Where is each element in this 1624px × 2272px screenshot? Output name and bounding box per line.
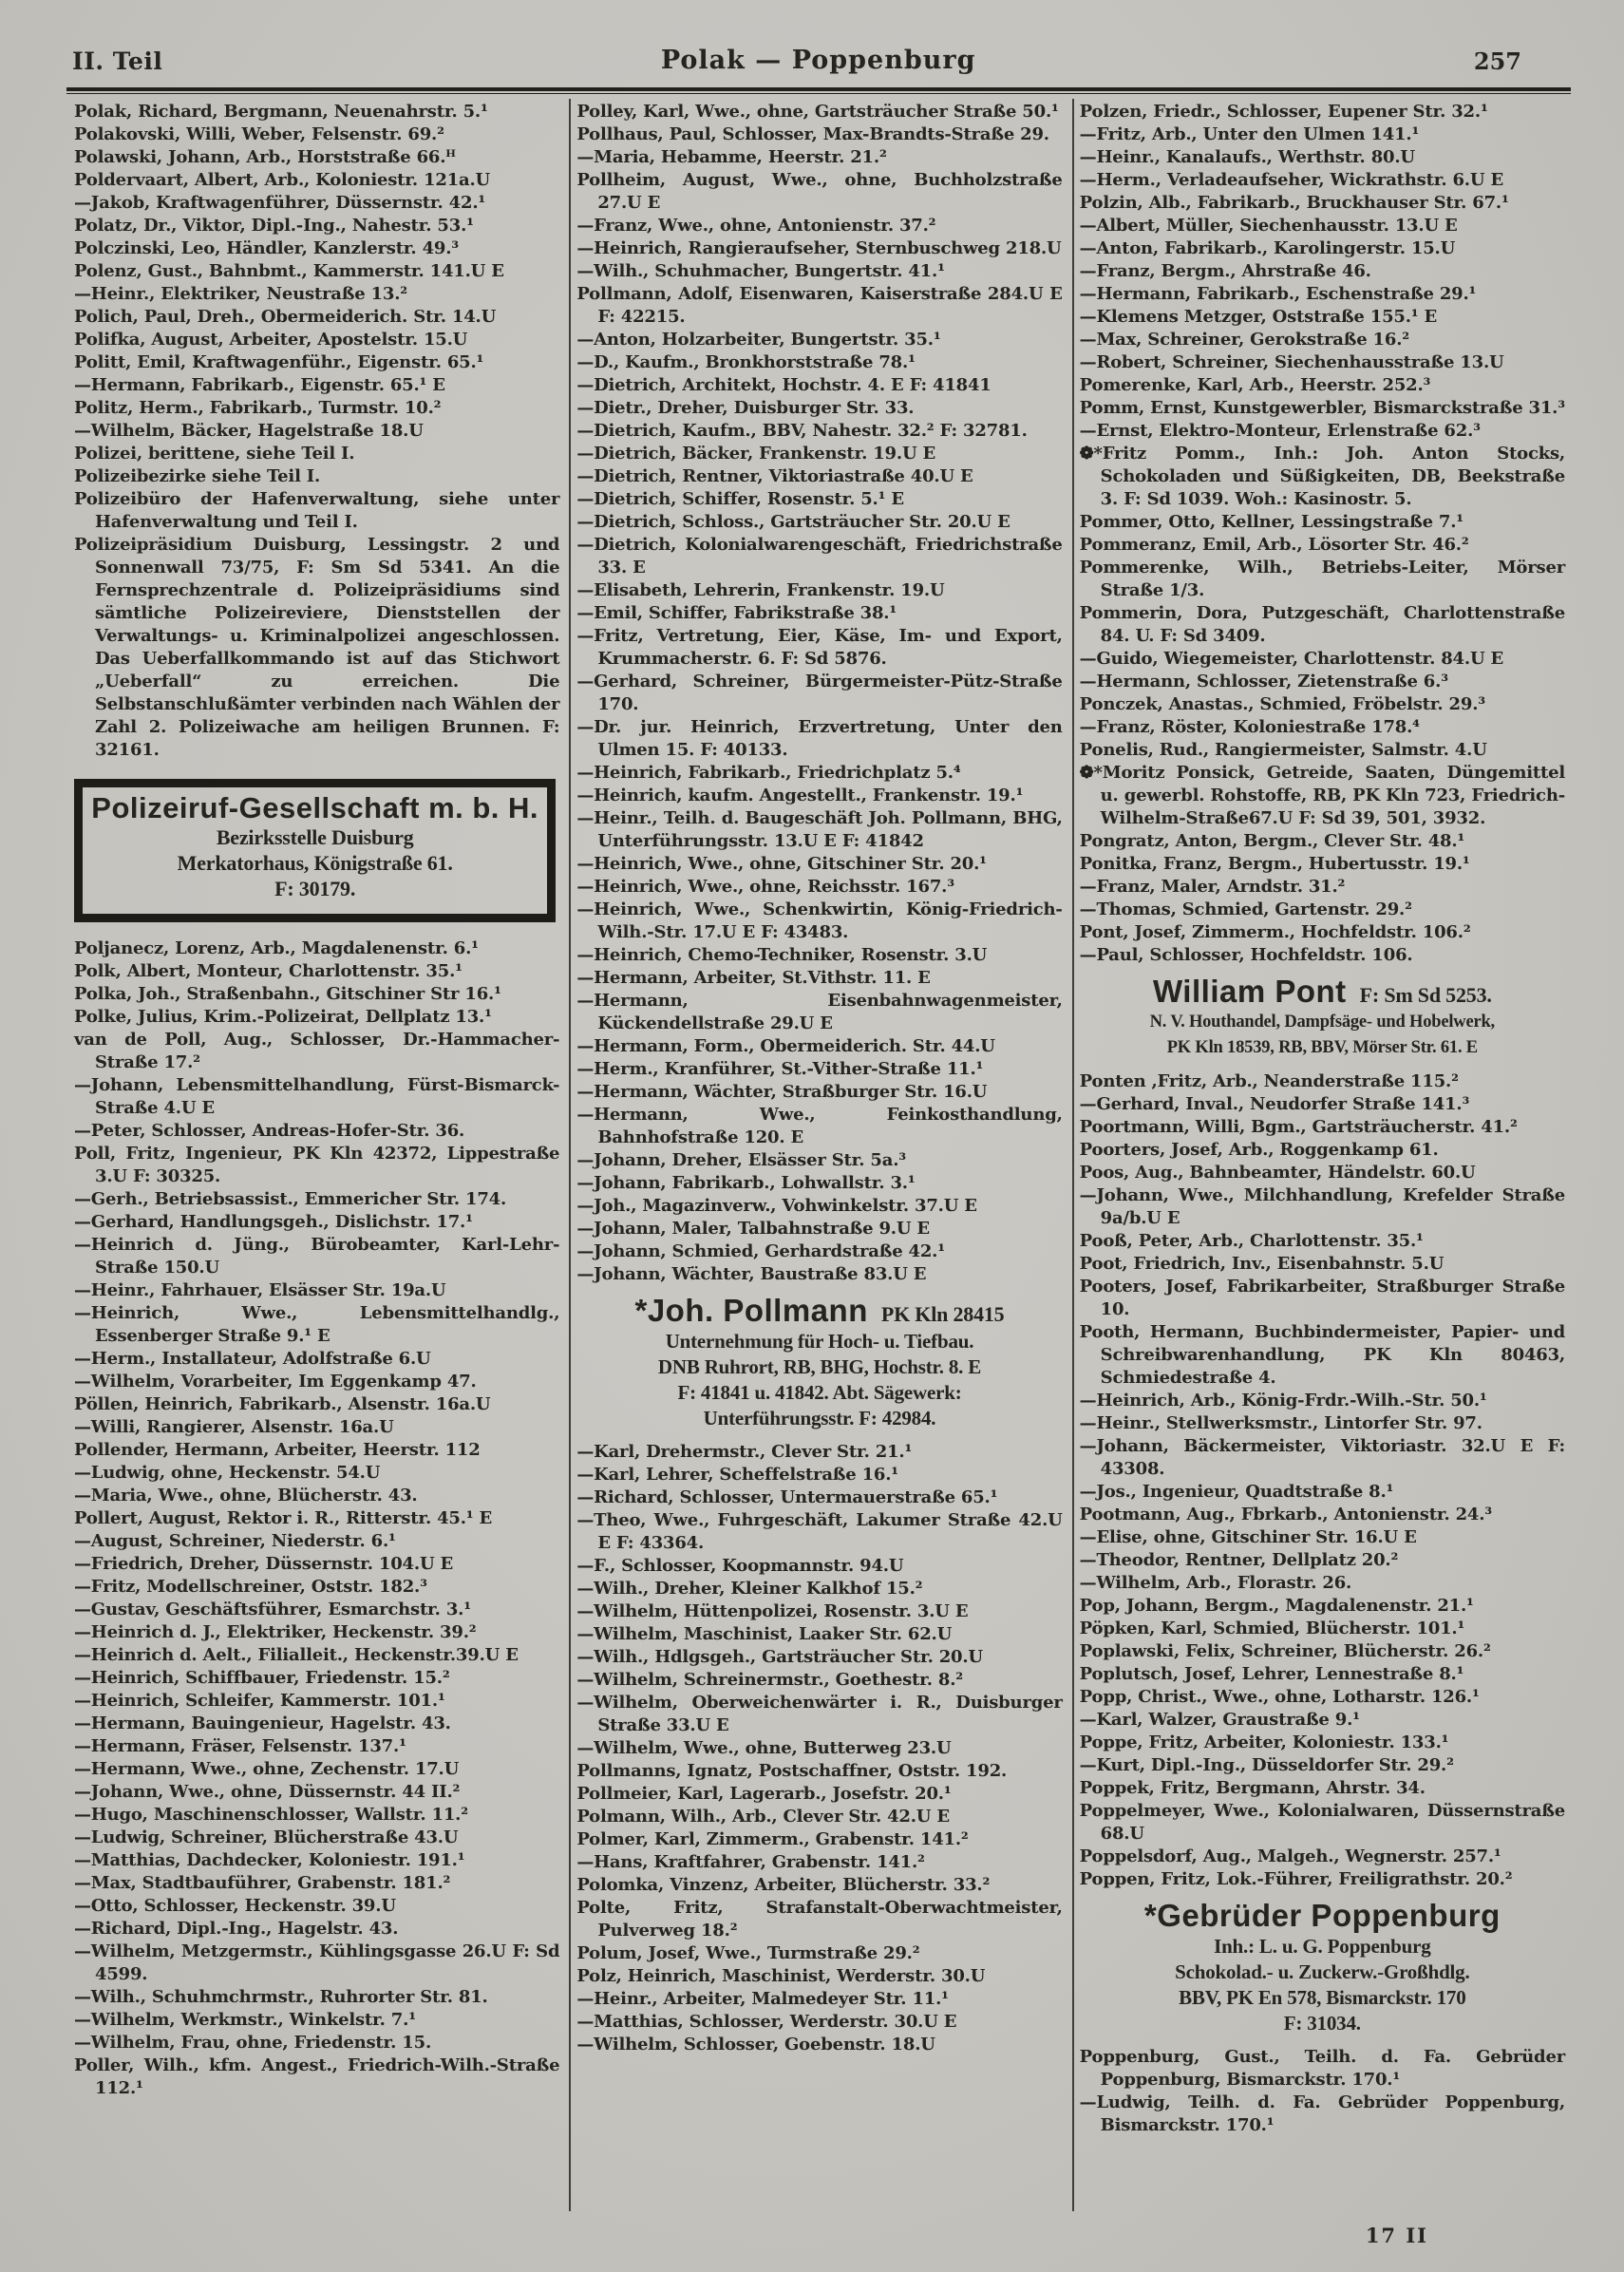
- directory-entry: —Wilhelm, Werkmstr., Winkelstr. 7.¹: [74, 2010, 416, 2030]
- directory-entry: Polzen, Friedr., Schlosser, Eupener Str. 32.¹: [1079, 102, 1488, 122]
- directory-entry: Pollert, August, Rektor i. R., Ritterstr. 45.¹ E: [74, 1508, 493, 1528]
- pollmann-ad: [578, 1293, 1060, 1429]
- directory-entry: —Anton, Fabrikarb., Karolingerstr. 15.U: [1079, 238, 1456, 258]
- directory-entry: —Johann, Dreher, Elsässer Str. 5a.³: [576, 1150, 906, 1170]
- directory-entry: Pommerin, Dora, Putzgeschäft, Charlottenstraße 84. U. F: Sd 3409.: [1079, 603, 1565, 646]
- directory-entry: —Dietrich, Rentner, Viktoriastraße 40.U E: [576, 466, 973, 486]
- ad-line: F: 31034.: [1283, 2012, 1361, 2035]
- ad-line: DNB Ruhrort, RB, BHG, Hochstr. 8. E: [657, 1355, 982, 1378]
- directory-entry: —Dietrich, Schiffer, Rosenstr. 5.¹ E: [576, 489, 904, 509]
- directory-entry: —Maria, Hebamme, Heerstr. 21.²: [576, 147, 887, 167]
- directory-entry: Poortmann, Willi, Bgm., Gartsträucherstr. 41.²: [1079, 1117, 1518, 1137]
- directory-entry: Polizeibüro der Hafenverwaltung, siehe unter Hafenverwaltung und Teil I.: [74, 489, 560, 532]
- directory-entry: —Wilhelm, Maschinist, Laaker Str. 62.U: [576, 1624, 953, 1644]
- directory-entry: —Ludwig, Teilh. d. Fa. Gebrüder Poppenburg, Bismarckstr. 170.¹: [1079, 2092, 1565, 2135]
- directory-entry: —Hermann, Fräser, Felsenstr. 137.¹: [74, 1736, 406, 1756]
- directory-entry: —Franz, Röster, Koloniestraße 178.⁴: [1079, 717, 1420, 737]
- directory-entry: —Matthias, Dachdecker, Koloniestr. 191.¹: [74, 1850, 465, 1870]
- directory-entry: —Hermann, Wwe., Feinkosthandlung, Bahnhofstraße 120. E: [576, 1105, 1063, 1147]
- directory-entry: —Herm., Installateur, Adolfstraße 6.U: [74, 1349, 431, 1369]
- directory-entry: Polley, Karl, Wwe., ohne, Gartsträucher Straße 50.¹: [576, 102, 1059, 122]
- sheet-signature: 17 II: [1365, 2224, 1428, 2247]
- directory-entry: Poppe, Fritz, Arbeiter, Koloniestr. 133.¹: [1079, 1732, 1449, 1752]
- directory-entry: —Wilhelm, Bäcker, Hagelstraße 18.U: [74, 421, 424, 441]
- directory-entry: —Gerhard, Schreiner, Bürgermeister-Pütz-Straße 170.: [576, 672, 1063, 714]
- ad-line: Unternehmung für Hoch- u. Tiefbau.: [665, 1330, 974, 1353]
- directory-entry: Polomka, Vinzenz, Arbeiter, Blücherstr. 33.²: [576, 1875, 991, 1895]
- directory-entry: —Paul, Schlosser, Hochfeldstr. 106.: [1079, 945, 1413, 965]
- directory-entry: Polatz, Dr., Viktor, Dipl.-Ing., Nahestr. 53.¹: [74, 216, 474, 236]
- directory-entry: —Wilh., Hdlgsgeh., Gartsträucher Str. 20.U: [576, 1647, 983, 1667]
- directory-entry: —Fritz, Modellschreiner, Oststr. 182.³: [74, 1577, 427, 1597]
- directory-entry: —Heinr., Elektriker, Neustraße 13.²: [74, 284, 407, 304]
- directory-entry: Pommer, Otto, Kellner, Lessingstraße 7.¹: [1079, 512, 1463, 532]
- directory-entry: Poller, Wilh., kfm. Angest., Friedrich-Wilh.-Straße 112.¹: [74, 2055, 560, 2098]
- directory-entry: —Heinr., Arbeiter, Malmedeyer Str. 11.¹: [576, 1989, 949, 2009]
- directory-entry: —D., Kaufm., Bronkhorststraße 78.¹: [576, 352, 916, 372]
- directory-entry: —Heinrich, Wwe., ohne, Gitschiner Str. 20.¹: [576, 854, 987, 874]
- directory-entry: —Dietrich, Architekt, Hochstr. 4. E F: 41841: [576, 375, 991, 395]
- directory-entry: —Johann, Fabrikarb., Lohwallstr. 3.¹: [576, 1173, 916, 1193]
- directory-entry: —Karl, Walzer, Graustraße 9.¹: [1079, 1710, 1360, 1730]
- directory-entry: Polte, Fritz, Strafanstalt-Oberwachtmeister, Pulverweg 18.²: [576, 1898, 1063, 1941]
- directory-entry: ❁*Fritz Pomm., Inh.: Joh. Anton Stocks, Schokoladen und Süßigkeiten, DB, Beekstraße 3. F: Sd 1039. Woh.: Kasinostr. 5.: [1079, 444, 1565, 509]
- ad-title-text: *Joh. Pollmann: [634, 1293, 868, 1328]
- directory-entry: Poos, Aug., Bahnbeamter, Händelstr. 60.U: [1079, 1163, 1476, 1183]
- directory-entry: —Theodor, Rentner, Dellplatz 20.²: [1079, 1550, 1399, 1570]
- directory-entry: Pollender, Hermann, Arbeiter, Heerstr. 112: [74, 1440, 481, 1460]
- directory-entry: —Wilhelm, Schreinermstr., Goethestr. 8.²: [576, 1670, 963, 1690]
- directory-entry: —Hermann, Fabrikarb., Eschenstraße 29.¹: [1079, 284, 1477, 304]
- directory-entry: Polum, Josef, Wwe., Turmstraße 29.²: [576, 1943, 920, 1963]
- directory-entry: —Hermann, Arbeiter, St.Vithstr. 11. E: [576, 968, 931, 988]
- directory-entry: —Gerh., Betriebsassist., Emmericher Str. 174.: [74, 1189, 507, 1209]
- directory-entry: Pollheim, August, Wwe., ohne, Buchholzstraße 27.U E: [576, 170, 1063, 213]
- directory-entry: —Heinrich, kaufm. Angestellt., Frankenstr. 19.¹: [576, 786, 1024, 805]
- ad-line: PK Kln 18539, RB, BBV, Mörser Str. 61. E: [1166, 1038, 1478, 1057]
- directory-entry: —Albert, Müller, Siechenhausstr. 13.U E: [1079, 216, 1458, 236]
- directory-entry: Pöllen, Heinrich, Fabrikarb., Alsenstr. 16a.U: [74, 1394, 491, 1414]
- directory-entry: —Hugo, Maschinenschlosser, Wallstr. 11.²: [74, 1805, 468, 1825]
- directory-entry: Ponelis, Rud., Rangiermeister, Salmstr. 4.U: [1079, 740, 1487, 760]
- directory-entry: Pootmann, Aug., Fbrkarb., Antonienstr. 24.³: [1079, 1505, 1492, 1524]
- directory-entry: Poppelmeyer, Wwe., Kolonialwaren, Düssernstraße 68.U: [1079, 1801, 1565, 1844]
- directory-entry: Pöpken, Karl, Schmied, Blücherstr. 101.¹: [1079, 1619, 1465, 1638]
- ad-line: F: 30179.: [274, 877, 356, 900]
- directory-entry: —Herm., Verladeaufseher, Wickrathstr. 6.U E: [1079, 170, 1503, 190]
- directory-entry: —Guido, Wiegemeister, Charlottenstr. 84.U E: [1079, 649, 1504, 669]
- directory-entry: Polczinski, Leo, Händler, Kanzlerstr. 49.³: [74, 238, 459, 258]
- directory-entry: —Wilhelm, Vorarbeiter, Im Eggenkamp 47.: [74, 1372, 477, 1392]
- directory-entry: —Wilhelm, Arb., Florastr. 26.: [1079, 1573, 1352, 1593]
- directory-entry: Polka, Joh., Straßenbahn., Gitschiner Str 16.¹: [74, 984, 501, 1004]
- directory-entry: —Johann, Lebensmittelhandlung, Fürst-Bismarck-Straße 4.U E: [74, 1075, 560, 1118]
- directory-entry: Polmann, Wilh., Arb., Clever Str. 42.U E: [576, 1807, 950, 1827]
- directory-entry: Pont, Josef, Zimmerm., Hochfeldstr. 106.²: [1079, 922, 1471, 942]
- directory-entry: —Gustav, Geschäftsführer, Esmarchstr. 3.¹: [74, 1600, 471, 1619]
- directory-entry: Poplutsch, Josef, Lehrer, Lennestraße 8.¹: [1079, 1664, 1464, 1684]
- directory-entry: Polke, Julius, Krim.-Polizeirat, Dellplatz 13.¹: [74, 1007, 492, 1027]
- directory-entry: —Wilhelm, Frau, ohne, Friedenstr. 15.: [74, 2033, 432, 2053]
- directory-entry: Pollmeier, Karl, Lagerarb., Josefstr. 20.¹: [576, 1784, 952, 1804]
- directory-entry: Poot, Friedrich, Inv., Eisenbahnstr. 5.U: [1079, 1254, 1445, 1274]
- directory-entry: Pooth, Hermann, Buchbindermeister, Papier- und Schreibwarenhandlung, PK Kln 80463, Schmiedestraße 4.: [1079, 1322, 1565, 1388]
- directory-entry: —Robert, Schreiner, Siechenhausstraße 13.U: [1079, 352, 1504, 372]
- directory-entry: —Hermann, Wächter, Straßburger Str. 16.U: [576, 1082, 988, 1102]
- directory-entry: —Hermann, Bauingenieur, Hagelstr. 43.: [74, 1713, 451, 1733]
- directory-entry: —Anton, Holzarbeiter, Bungertstr. 35.¹: [576, 330, 941, 350]
- directory-entry: —Wilhelm, Metzgermstr., Kühlingsgasse 26.U F: Sd 4599.: [74, 1941, 560, 1984]
- directory-entry: Pollhaus, Paul, Schlosser, Max-Brandts-Straße 29.: [576, 124, 1049, 144]
- directory-entry: —Friedrich, Dreher, Düssernstr. 104.U E: [74, 1554, 454, 1574]
- directory-entry: —Wilhelm, Oberweichenwärter i. R., Duisburger Straße 33.U E: [576, 1693, 1063, 1735]
- directory-entry: —Gerhard, Handlungsgeh., Dislichstr. 17.¹: [74, 1212, 473, 1232]
- directory-entry: —Hermann, Schlosser, Zietenstraße 6.³: [1079, 672, 1448, 691]
- directory-entry: —Heinr., Kanalaufs., Werthstr. 80.U: [1079, 147, 1415, 167]
- directory-entry: —Ludwig, Schreiner, Blücherstraße 43.U: [74, 1827, 459, 1847]
- directory-entry: —Matthias, Schlosser, Werderstr. 30.U E: [576, 2012, 957, 2032]
- directory-entry: —Heinrich, Schleifer, Kammerstr. 101.¹: [74, 1691, 445, 1711]
- directory-entry: Poljanecz, Lorenz, Arb., Magdalenenstr. 6.¹: [74, 938, 479, 958]
- directory-entry: —Heinrich d. Jüng., Bürobeamter, Karl-Lehr-Straße 150.U: [74, 1235, 560, 1278]
- directory-entry: Poppen, Fritz, Lok.-Führer, Freiligrathstr. 20.²: [1079, 1869, 1513, 1889]
- directory-entry: —Richard, Dipl.-Ing., Hagelstr. 43.: [74, 1919, 399, 1939]
- polizeiruf-ad: [74, 779, 556, 922]
- directory-entry: —Dietrich, Bäcker, Frankenstr. 19.U E: [576, 444, 936, 464]
- guide-words: Polak — Poppenburg: [660, 46, 976, 75]
- directory-entry: —Dietrich, Kolonialwarengeschäft, Friedrichstraße 33. E: [576, 535, 1063, 577]
- directory-entry: —Kurt, Dipl.-Ing., Düsseldorfer Str. 29.²: [1079, 1755, 1454, 1775]
- directory-entry: Politt, Emil, Kraftwagenführ., Eigenstr. 65.¹: [74, 352, 484, 372]
- directory-entry: Pommerenke, Wilh., Betriebs-Leiter, Mörser Straße 1/3.: [1079, 558, 1565, 600]
- directory-entry: Polz, Heinrich, Maschinist, Werderstr. 30.U: [576, 1966, 986, 1986]
- directory-entry: Pollmann, Adolf, Eisenwaren, Kaiserstraße 284.U E F: 42215.: [576, 284, 1063, 327]
- directory-entry: —Johann, Wwe., ohne, Düssernstr. 44 II.²: [74, 1782, 461, 1802]
- directory-entry: Pomm, Ernst, Kunstgewerbler, Bismarckstraße 31.³: [1079, 398, 1565, 418]
- column-3: [1072, 99, 1575, 2211]
- directory-entry: —Dietr., Dreher, Duisburger Str. 33.: [576, 398, 915, 418]
- directory-entry: —Hermann, Eisenbahnwagenmeister, Kückendellstraße 29.U E: [576, 991, 1063, 1033]
- directory-entry: —Max, Stadtbauführer, Grabenstr. 181.²: [74, 1873, 451, 1893]
- directory-entry: Polak, Richard, Bergmann, Neuenahrstr. 5.¹: [74, 102, 488, 122]
- directory-entry: —Heinr., Teilh. d. Baugeschäft Joh. Pollmann, BHG, Unterführungsstr. 13.U E F: 41842: [576, 808, 1063, 851]
- directory-entry: —Jakob, Kraftwagenführer, Düssernstr. 42.¹: [74, 193, 486, 213]
- directory-entry: —Theo, Wwe., Fuhrgeschäft, Lakumer Straße 42.U E F: 43364.: [576, 1510, 1063, 1553]
- directory-entry: Pomerenke, Karl, Arb., Heerstr. 252.³: [1079, 375, 1431, 395]
- directory-entry: van de Poll, Aug., Schlosser, Dr.-Hammacher-Straße 17.²: [74, 1030, 560, 1072]
- directory-entry: —Elise, ohne, Gitschiner Str. 16.U E: [1079, 1527, 1417, 1547]
- page-header: [72, 46, 1567, 75]
- directory-entry: —Johann, Wwe., Milchhandlung, Krefelder Straße 9a/b.U E: [1079, 1185, 1565, 1228]
- directory-entry: —Fritz, Vertretung, Eier, Käse, Im- und Export, Krummacherstr. 6. F: Sd 5876.: [576, 626, 1063, 669]
- directory-entry: —Ludwig, ohne, Heckenstr. 54.U: [74, 1463, 381, 1483]
- directory-entry: —Dietrich, Schloss., Gartsträucher Str. 20.U E: [576, 512, 1010, 532]
- ad-title: [1082, 974, 1563, 1009]
- directory-entry: —Heinr., Stellwerksmstr., Lintorfer Str. 97.: [1079, 1413, 1482, 1433]
- directory-entry: Pommeranz, Emil, Arb., Lösorter Str. 46.²: [1079, 535, 1469, 555]
- directory-entry: —Wilhelm, Hüttenpolizei, Rosenstr. 3.U E: [576, 1601, 969, 1621]
- directory-entry: Polizeipräsidium Duisburg, Lessingstr. 2 und Sonnenwall 73/75, F: Sm Sd 5341. An die Fernsprechzentrale d. Polizeipräsidiums sind sämtliche Polizeireviere, Dienststellen der Verwaltungs- u. Kriminalpolizei angeschlossen. Das Ueberfallkommando ist auf das Stichwort „Ueberfall“ zu erreichen. Die Selbstanschlußämter verbinden nach Wählen der Zahl 2. Polizeiwache am heiligen Brunnen. F: 32161.: [74, 535, 560, 760]
- directory-entry: Ponitka, Franz, Bergm., Hubertusstr. 19.¹: [1079, 854, 1470, 874]
- directory-entry: Poppek, Fritz, Bergmann, Ahrstr. 34.: [1079, 1778, 1426, 1798]
- ad-line: Merkatorhaus, Königstraße 61.: [177, 851, 453, 875]
- column-1: [68, 99, 569, 2211]
- page-number: 257: [1473, 47, 1521, 75]
- directory-entry: —Dietrich, Kaufm., BBV, Nahestr. 32.² F: 32781.: [576, 421, 1028, 441]
- directory-entry: Poldervaart, Albert, Arb., Koloniestr. 121a.U: [74, 170, 491, 190]
- directory-entry: —Heinrich, Chemo-Techniker, Rosenstr. 3.U: [576, 945, 988, 965]
- directory-entry: —Elisabeth, Lehrerin, Frankenstr. 19.U: [576, 580, 945, 600]
- directory-entry: —Wilhelm, Wwe., ohne, Butterweg 23.U: [576, 1738, 952, 1758]
- directory-entry: —Wilhelm, Schlosser, Goebenstr. 18.U: [576, 2035, 935, 2054]
- directory-entry: Ponczek, Anastas., Schmied, Fröbelstr. 29.³: [1079, 694, 1485, 714]
- ad-title-detail: PK Kln 28415: [880, 1302, 1005, 1326]
- directory-entry: —Dr. jur. Heinrich, Erzvertretung, Unter den Ulmen 15. F: 40133.: [576, 717, 1063, 760]
- directory-entry: —Franz, Bergm., Ahrstraße 46.: [1079, 261, 1371, 281]
- directory-entry: —F., Schlosser, Koopmannstr. 94.U: [576, 1556, 904, 1576]
- directory-entry: —Joh., Magazinverw., Vohwinkelstr. 37.U E: [576, 1196, 977, 1216]
- directory-entry: —Heinrich, Fabrikarb., Friedrichplatz 5.⁴: [576, 763, 961, 783]
- ad-line: Inh.: L. u. G. Poppenburg: [1214, 1935, 1431, 1958]
- directory-entry: —Heinr., Fahrhauer, Elsässer Str. 19a.U: [74, 1280, 446, 1300]
- directory-entry: Politz, Herm., Fabrikarb., Turmstr. 10.²: [74, 398, 442, 418]
- directory-entry: —Gerhard, Inval., Neudorfer Straße 141.³: [1079, 1094, 1470, 1114]
- directory-entry: —Hans, Kraftfahrer, Grabenstr. 141.²: [576, 1852, 925, 1872]
- directory-entry: Polk, Albert, Monteur, Charlottenstr. 35.¹: [74, 961, 463, 981]
- directory-entry: —Johann, Wächter, Baustraße 83.U E: [576, 1264, 927, 1284]
- directory-entry: —Karl, Drehermstr., Clever Str. 21.¹: [576, 1442, 913, 1462]
- directory-entry: —Heinrich d. Aelt., Filialleit., Heckenstr.39.U E: [74, 1645, 519, 1665]
- directory-entry: Polakovski, Willi, Weber, Felsenstr. 69.²: [74, 124, 444, 144]
- directory-entry: —Jos., Ingenieur, Quadtstraße 8.¹: [1079, 1482, 1394, 1502]
- directory-entry: —Heinrich, Wwe., ohne, Reichsstr. 167.³: [576, 877, 954, 897]
- directory-entry: Pooters, Josef, Fabrikarbeiter, Straßburger Straße 10.: [1079, 1277, 1565, 1319]
- pont-ad: [1082, 974, 1563, 1059]
- directory-entry: —Wilh., Schuhmchrmstr., Ruhrorter Str. 81.: [74, 1987, 488, 2007]
- directory-entry: —Johann, Schmied, Gerhardstraße 42.¹: [576, 1241, 945, 1261]
- ad-title: [578, 1293, 1060, 1328]
- ad-title: [88, 791, 541, 824]
- directory-entry: —Max, Schreiner, Gerokstraße 16.²: [1079, 330, 1409, 350]
- poppenburg-ad: [1082, 1898, 1563, 2035]
- directory-entry: —Heinrich, Wwe., Lebensmittelhandlg., Essenberger Straße 9.¹ E: [74, 1303, 560, 1346]
- directory-entry: Poll, Fritz, Ingenieur, PK Kln 42372, Lippestraße 3.U F: 30325.: [74, 1144, 560, 1186]
- directory-entry: —Johann, Maler, Talbahnstraße 9.U E: [576, 1219, 930, 1239]
- directory-entry: —Johann, Bäckermeister, Viktoriastr. 32.U E F: 43308.: [1079, 1436, 1565, 1479]
- ad-title: [1082, 1898, 1563, 1933]
- directory-entry: —Heinrich, Rangieraufseher, Sternbuschweg 218.U: [576, 238, 1062, 258]
- section-label: II. Teil: [72, 47, 163, 75]
- header-rule: [66, 87, 1571, 94]
- directory-entry: —August, Schreiner, Niederstr. 6.¹: [74, 1531, 396, 1551]
- directory-entry: —Wilh., Dreher, Kleiner Kalkhof 15.²: [576, 1579, 923, 1599]
- directory-entry: —Peter, Schlosser, Andreas-Hofer-Str. 36.: [74, 1121, 465, 1141]
- directory-entry: —Heinrich d. J., Elektriker, Heckenstr. 39.²: [74, 1622, 477, 1642]
- directory-entry: Poplawski, Felix, Schreiner, Blücherstr. 26.²: [1079, 1641, 1491, 1661]
- directory-entry: —Willi, Rangierer, Alsenstr. 16a.U: [74, 1417, 394, 1437]
- ad-line: Schokolad.- u. Zuckerw.-Großhdlg.: [1175, 1960, 1470, 1983]
- directory-entry: —Emil, Schiffer, Fabrikstraße 38.¹: [576, 603, 897, 623]
- column-2: [569, 99, 1071, 2211]
- directory-entry: —Franz, Wwe., ohne, Antonienstr. 37.²: [576, 216, 936, 236]
- ad-line: BBV, PK En 578, Bismarckstr. 170: [1179, 1986, 1466, 2009]
- directory-entry: —Wilh., Schuhmacher, Bungertstr. 41.¹: [576, 261, 945, 281]
- directory-entry: —Hermann, Wwe., ohne, Zechenstr. 17.U: [74, 1759, 460, 1779]
- directory-entry: Poppelsdorf, Aug., Malgeh., Wegnerstr. 257.¹: [1079, 1846, 1501, 1866]
- ad-line: Unterführungsstr. F: 42984.: [703, 1407, 936, 1429]
- directory-entry: Ponten ,Fritz, Arb., Neanderstraße 115.²: [1079, 1071, 1459, 1091]
- directory-entry: Poorters, Josef, Arb., Roggenkamp 61.: [1079, 1140, 1439, 1160]
- ad-title-text: Polizeiruf-Gesellschaft m. b. H.: [91, 791, 539, 824]
- directory-entry: Polizei, berittene, siehe Teil I.: [74, 444, 355, 464]
- directory-entry: —Karl, Lehrer, Scheffelstraße 16.¹: [576, 1465, 898, 1485]
- ad-title-detail: F: Sm Sd 5253.: [1359, 983, 1492, 1007]
- directory-entry: Polenz, Gust., Bahnbmt., Kammerstr. 141.U E: [74, 261, 504, 281]
- directory-entry: —Otto, Schlosser, Heckenstr. 39.U: [74, 1896, 396, 1916]
- directory-entry: —Klemens Metzger, Oststraße 155.¹ E: [1079, 307, 1438, 327]
- directory-entry: —Herm., Kranführer, St.-Vither-Straße 11.¹: [576, 1059, 984, 1079]
- directory-entry: Poppenburg, Gust., Teilh. d. Fa. Gebrüder Poppenburg, Bismarckstr. 170.¹: [1079, 2047, 1565, 2090]
- directory-entry: Polmer, Karl, Zimmerm., Grabenstr. 141.²: [576, 1829, 969, 1849]
- directory-columns: [68, 99, 1575, 2211]
- ad-line: N. V. Houthandel, Dampfsäge- und Hobelwerk,: [1149, 1013, 1495, 1032]
- directory-entry: —Maria, Wwe., ohne, Blücherstr. 43.: [74, 1486, 418, 1505]
- directory-entry: Pooß, Peter, Arb., Charlottenstr. 35.¹: [1079, 1231, 1424, 1251]
- directory-entry: —Heinrich, Arb., König-Frdr.-Wilh.-Str. 50.¹: [1079, 1391, 1487, 1411]
- directory-entry: —Heinrich, Wwe., Schenkwirtin, König-Friedrich-Wilh.-Str. 17.U E F: 43483.: [576, 899, 1063, 942]
- directory-entry: —Thomas, Schmied, Gartenstr. 29.²: [1079, 899, 1412, 919]
- ad-line: Bezirksstelle Duisburg: [216, 825, 414, 849]
- directory-entry: Polawski, Johann, Arb., Horststraße 66.ᴴ: [74, 147, 456, 167]
- ad-line: F: 41841 u. 41842. Abt. Sägewerk:: [677, 1381, 962, 1404]
- directory-entry: —Hermann, Form., Obermeiderich. Str. 44.U: [576, 1036, 995, 1056]
- directory-entry: —Ernst, Elektro-Monteur, Erlenstraße 62.³: [1079, 421, 1481, 441]
- directory-entry: Polifka, August, Arbeiter, Apostelstr. 15.U: [74, 330, 468, 350]
- directory-entry: —Heinrich, Schiffbauer, Friedenstr. 15.²: [74, 1668, 450, 1688]
- directory-entry: —Franz, Maler, Arndstr. 31.²: [1079, 877, 1346, 897]
- directory-entry: Polizeibezirke siehe Teil I.: [74, 466, 321, 486]
- ad-title-text: William Pont: [1152, 974, 1347, 1009]
- directory-entry: ❁*Moritz Ponsick, Getreide, Saaten, Düngemittel u. gewerbl. Rohstoffe, RB, PK Kln 723, Friedrich-Wilhelm-Straße67.U F: Sd 39, 501, 3932.: [1079, 763, 1565, 828]
- directory-entry: —Fritz, Arb., Unter den Ulmen 141.¹: [1079, 124, 1420, 144]
- ad-title-text: *Gebrüder Poppenburg: [1143, 1898, 1501, 1933]
- directory-entry: Popp, Christ., Wwe., ohne, Lotharstr. 126.¹: [1079, 1687, 1480, 1707]
- directory-entry: Pollmanns, Ignatz, Postschaffner, Oststr. 192.: [576, 1761, 1008, 1781]
- directory-entry: —Richard, Schlosser, Untermauerstraße 65.¹: [576, 1487, 998, 1507]
- directory-entry: —Hermann, Fabrikarb., Eigenstr. 65.¹ E: [74, 375, 445, 395]
- directory-entry: Pongratz, Anton, Bergm., Clever Str. 48.¹: [1079, 831, 1465, 851]
- directory-entry: Polich, Paul, Dreh., Obermeiderich. Str. 14.U: [74, 307, 497, 327]
- directory-entry: Pop, Johann, Bergm., Magdalenenstr. 21.¹: [1079, 1596, 1474, 1616]
- directory-entry: Polzin, Alb., Fabrikarb., Bruckhauser Str. 67.¹: [1079, 193, 1509, 213]
